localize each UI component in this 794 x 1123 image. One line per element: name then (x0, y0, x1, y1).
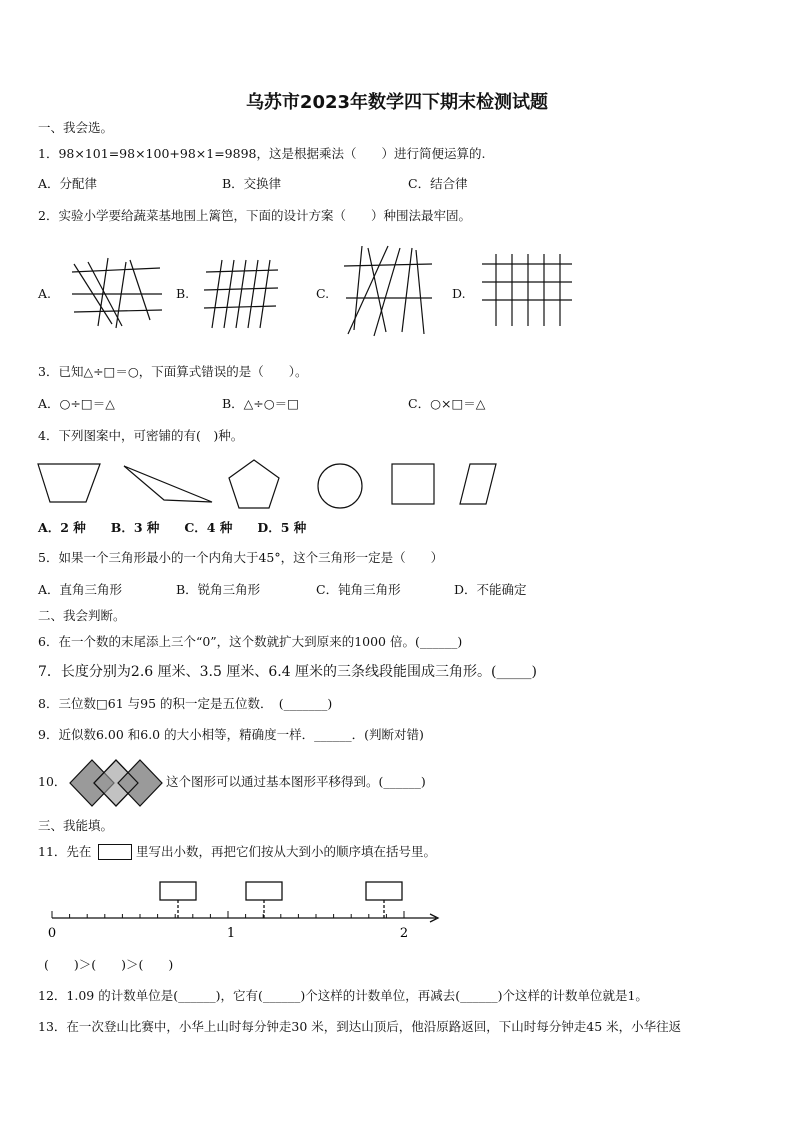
q4-stem: 4．下列图案中，可密铺的有( )种。 (38, 428, 244, 443)
section-1-heading: 一、我会选。 (38, 120, 114, 135)
q2-stem: 2．实验小学要给蔬菜基地围上篱笆，下面的设计方案（ ）种围法最牢固。 (38, 208, 471, 223)
section-2-heading: 二、我会判断。 (38, 608, 126, 623)
q13: 13．在一次登山比赛中，小华上山时每分钟走30 米，到达山顶后，他沿原路返回，下山时每分钟走45 米，小华往返 (38, 1019, 682, 1034)
q10-text: 这个图形可以通过基本图形平移得到。(______) (166, 774, 426, 789)
triangle-shape (124, 466, 212, 502)
q1-option-c: C．结合律 (408, 176, 468, 191)
number-line-box-2 (246, 882, 282, 900)
q3-option-c: C．○×□＝△ (408, 396, 486, 411)
q1-option-b: B．交换律 (222, 176, 282, 191)
q3-option-a: A．○÷□＝△ (38, 396, 115, 411)
q5-stem: 5．如果一个三角形最小的一个内角大于45°，这个三角形一定是（ ） (38, 550, 444, 565)
q11-stem-start: 11．先在 (38, 844, 92, 859)
q7: 7．长度分别为2.6 厘米、3.5 厘米、6.4 厘米的三条线段能围成三角形。(_____) (38, 664, 537, 680)
section-3-heading: 三、我能填。 (38, 818, 114, 833)
q2-option-d-label: D. (452, 286, 466, 301)
q11-order-blanks: ( )＞( )＞( ) (44, 957, 174, 972)
number-line-box-1 (160, 882, 196, 900)
q2-option-c-label: C. (316, 286, 330, 301)
q5-option-c: C．钝角三角形 (316, 582, 401, 597)
q4-shapes-row (36, 458, 506, 514)
q10-number: 10． (38, 774, 67, 789)
q11-stem-end: 里写出小数，再把它们按从大到小的顺序填在括号里。 (136, 844, 437, 859)
q2-fence-c-diagram (340, 244, 436, 340)
q4-options: A．2 种 B．3 种 C．4 种 D．5 种 (38, 520, 307, 535)
q11-answer-box-icon (98, 844, 132, 860)
q9: 9．近似数6.00 和6.0 的大小相等，精确度一样．______．(判断对错) (38, 727, 424, 742)
q2-option-a-label: A. (38, 286, 52, 301)
parallelogram-shape (460, 464, 496, 504)
pentagon-shape (229, 460, 279, 508)
q1-stem: 1．98×101=98×100+98×1=9898，这是根据乘法（ ）进行简便运算的. (38, 146, 486, 161)
q5-option-d: D．不能确定 (454, 582, 527, 597)
q2-fence-d-diagram (480, 252, 576, 330)
q8: 8．三位数□61 与95 的积一定是五位数． (_______) (38, 696, 333, 711)
q3-option-b: B．△÷○＝□ (222, 396, 299, 411)
tick-label-1: 1 (226, 926, 236, 941)
q12: 12．1.09 的计数单位是(______)，它有(______)个这样的计数单位，再减去(______)个这样的计数单位就是1。 (38, 988, 648, 1003)
q5-option-b: B．锐角三角形 (176, 582, 261, 597)
q2-fence-a-diagram (68, 254, 168, 330)
q3-stem: 3．已知△÷□＝○，下面算式错误的是（ ）。 (38, 364, 308, 379)
q5-option-a: A．直角三角形 (38, 582, 123, 597)
square-shape (392, 464, 434, 504)
page-title: 乌苏市2023年数学四下期末检测试题 (245, 92, 549, 113)
q11-number-line (44, 876, 444, 942)
q6: 6．在一个数的末尾添上三个“0”，这个数就扩大到原来的1000 倍。(______) (38, 634, 463, 649)
tick-label-0: 0 (47, 926, 57, 941)
q2-option-b-label: B. (176, 286, 190, 301)
number-line-box-3 (366, 882, 402, 900)
q10-rhombus-pattern (68, 758, 164, 808)
circle-shape (318, 464, 362, 508)
q2-fence-b-diagram (202, 256, 282, 332)
trapezoid-shape (38, 464, 100, 502)
tick-label-2: 2 (399, 926, 409, 941)
q1-option-a: A．分配律 (38, 176, 98, 191)
